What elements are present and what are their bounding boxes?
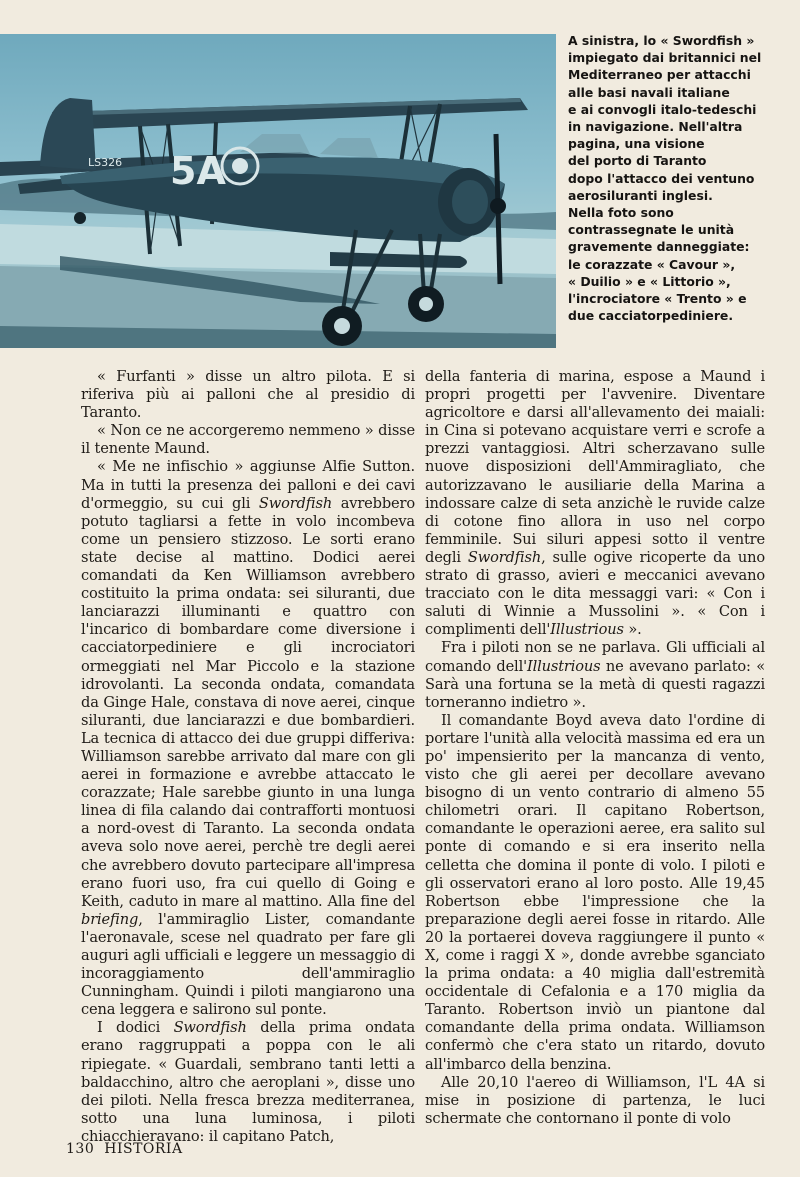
caption-line: e ai convogli italo-tedeschi [568,101,757,117]
article-paragraph: Il comandante Boyd aveva dato l'ordine di portare l'unità alla velocità massima ed era un po' impensierito per la mancanza di vento, visto che gli aerei per decollare avevano bisogno di un vento contrario di almeno 55 chilometri orari. Il capitano Robertson, comandante le operazioni aeree, era salito sul ponte di comando e si era inserito nella celletta che domina il ponte di volo. I piloti e gli osservatori erano al loro posto. Alle 19,45 Robertson ebbe l'impressione che la preparazione degli aerei fosse in ritardo. Alle 20 la portaerei doveva raggiungere il punto « X, come i raggi X », donde avrebbe sganciato la prima ondata: a 40 miglia dall'estremità occidentale di Cefalonia e a 170 miglia da Taranto. Robertson inviò un piantone dal comandante della prima ondata. Williamson confermò che c'era stato un ritardo, dovuto all'imbarco della benzina. [425,711,765,1073]
article-paragraph: Fra i piloti non se ne parlava. Gli ufficiali al comando dell'Illustrious ne avevano parlato: « Sarà una fortuna se la metà di questi ragazzi torneranno indietro ». [425,639,765,711]
article-column-left [81,368,415,1146]
page-footer [66,1141,193,1157]
article-paragraph: Alle 20,10 l'aereo di Williamson, l'L 4A si mise in posizione di partenza, le luci schermate che contornano il ponte di volo [425,1073,765,1127]
swordfish-biplane-image [0,34,556,348]
aircraft-code-marking: 5A [170,149,226,193]
caption-line: in navigazione. Nell'altra [568,119,743,135]
swordfish-photo [0,34,556,348]
caption-line: le corazzate « Cavour », [568,256,736,272]
article-paragraph: « Me ne infischio » aggiunse Alfie Sutton. Ma in tutti la presenza dei palloni e dei cavi d'ormeggio, su cui gli Swordfish avrebbero potuto tagliarsi a fette in volo incombeva come un pensiero stizzoso. Le sorti erano state decise al mattino. Dodici aerei comandati da Ken Williamson avrebbero costituito la prima ondata: sei siluranti, due lanciarazzi illuminanti e quattro con l'incarico di bombardare come diversione i cacciatorpediniere e gli incrociatori ormeggiati nel Mar Piccolo e la stazione idrovolanti. La seconda ondata, comandata da Ginge Hale, constava di nove aerei, cinque siluranti, due lanciarazzi e due bombardieri. La tecnica di attacco dei due gruppi differiva: Williamson sarebbe arrivato dal mare con gli aerei in formazione e avrebbe attaccato le corazzate; Hale sarebbe giunto in una lunga linea di fila calando dai contrafforti montuosi a nord-ovest di Taranto. La seconda ondata aveva solo nove aerei, perchè tre degli aerei che avrebbero dovuto partecipare all'impresa erano fuori uso, fra cui quello di Going e Keith, caduto in mare al mattino. Alla fine del briefing, l'ammiraglio Lister, comandante l'aeronavale, scese nel quadrato per fare gli auguri agli ufficiali e leggere un messaggio di incoraggiamento dell'ammiraglio Cunningham. Quindi i piloti mangiarono una cena leggera e salirono sul ponte. [81,458,416,1019]
caption-line: due cacciatorpediniere. [568,308,734,324]
caption-line: alle basi navali italiane [568,84,730,100]
caption-line: aerosiluranti inglesi. [568,187,713,203]
caption-line: dopo l'attacco dei ventuno [568,170,755,186]
article-paragraph: « Non ce ne accorgeremo nemmeno » disse il tenente Maund. [81,422,415,458]
caption-line: A sinistra, lo « Swordfish » [568,33,755,48]
caption-line: Mediterraneo per attacchi [568,67,751,83]
caption-line: « Duilio » e « Littorio », [568,273,731,289]
caption-line: impiegato dai britannici nel [568,50,762,66]
caption-line: del porto di Taranto [568,153,707,169]
caption-line: pagina, una visione [568,136,705,152]
article-paragraph: della fanteria di marina, espose a Maund i propri progetti per l'avvenire. Diventare agricoltore e darsi all'allevamento dei maiali: in Cina si potevano acquistare verri e scrofe a prezzi vantaggiosi. Altri scherzavano sulle nuove disposizioni dell'Ammiragliato, che autorizzavano le ausiliarie della Marina a indossare calze di seta anzichè le ruvide calze di cotone fino allora in uso nel corpo femminile. Sui siluri appesi sotto il ventre degli Swordfish, sulle ogive ricoperte da uno strato di grasso, avieri e meccanici avevano tracciato con le dita messaggi vari: « Con i saluti di Winnie a Mussolini ». « Con i complimenti dell'Illustrious ». [425,368,765,639]
caption-line: contrassegnate le unità [568,222,735,238]
aircraft-serial-marking: LS326 [88,156,123,169]
photo-caption [568,32,790,324]
caption-line: Nella foto sono [568,205,674,221]
page-number: 130 [66,1141,95,1157]
article-paragraph: I dodici Swordfish della prima ondata erano raggruppati a poppa con le ali ripiegate. « Guardali, sembrano tanti letti a baldacchino, altro che aeroplani », disse uno dei piloti. Nella fresca brezza mediterranea, sotto una luna luminosa, i piloti chiacchieravano: il capitano Patch, [81,1019,415,1145]
magazine-name: HISTORIA [104,1141,183,1157]
article-paragraph: « Furfanti » disse un altro pilota. E si riferiva più ai palloni che al presidio di Taranto. [81,368,415,422]
article-column-right [425,368,765,1128]
caption-line: gravemente danneggiate: [568,239,750,255]
caption-line: l'incrociatore « Trento » e [568,291,747,307]
